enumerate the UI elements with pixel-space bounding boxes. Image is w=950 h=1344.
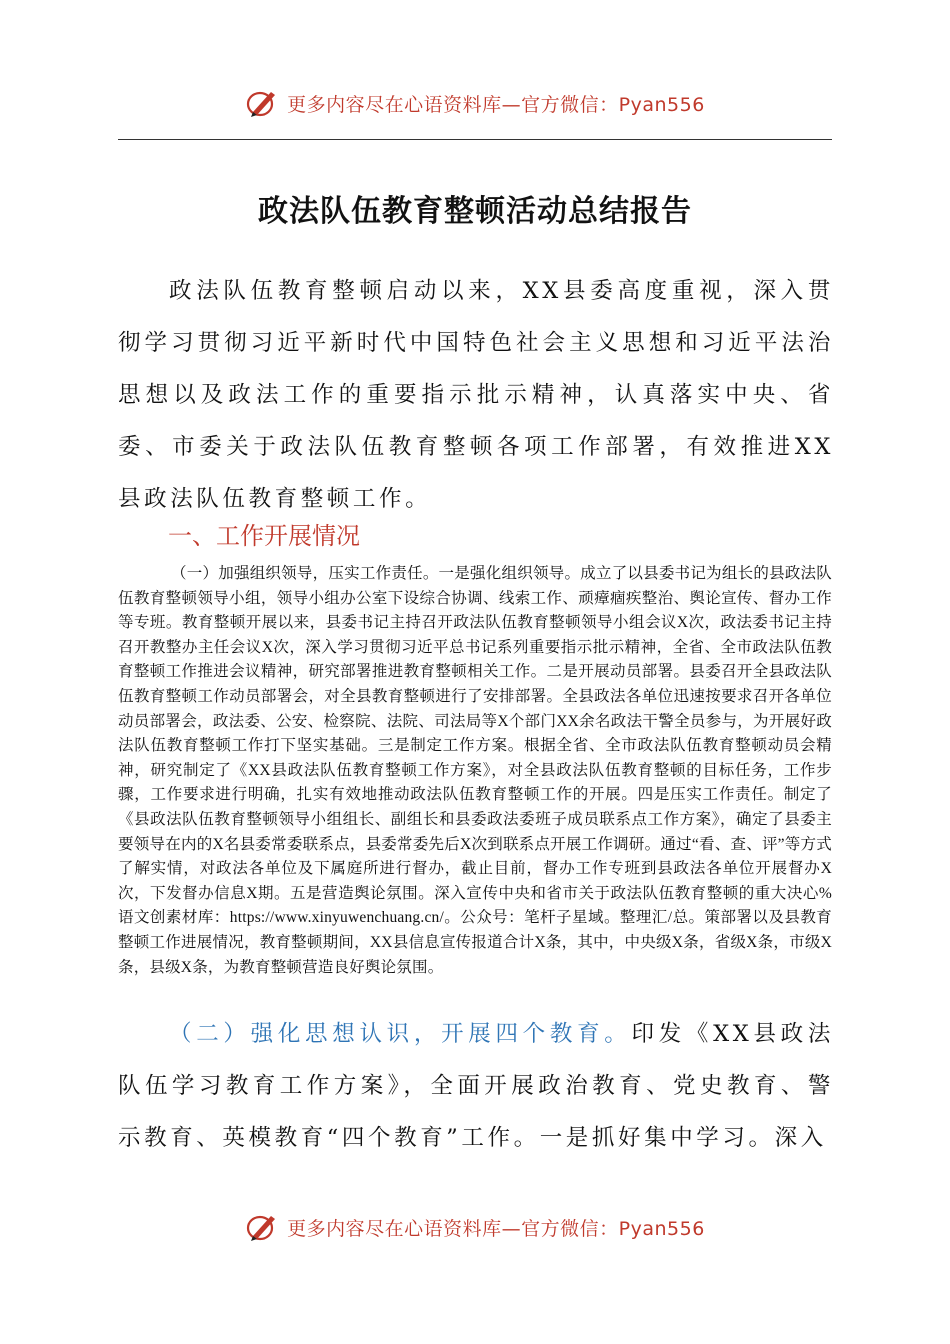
footer-watermark-text: 更多内容尽在心语资料库—官方微信：Pyan556 [287, 1217, 705, 1240]
page-title: 政法队伍教育整顿活动总结报告 [258, 194, 692, 229]
section-heading-1: 一、工作开展情况 [168, 522, 360, 550]
section2-body: 印发《XX县政法队伍学习教育工作方案》，全面开展政治教育、党史教育、警示教育、英模教育“四个教育”工作。一是抓好集中学习。深入 [118, 1021, 834, 1151]
pen-logo-icon [245, 1212, 279, 1242]
pen-logo-icon [245, 88, 279, 118]
header-watermark-text: 更多内容尽在心语资料库—官方微信：Pyan556 [287, 93, 705, 116]
section2-paragraph [118, 1008, 834, 1164]
section2-lead: （二）强化思想认识，开展四个教育。 [169, 1021, 632, 1047]
header-divider [118, 139, 832, 140]
header-watermark [0, 86, 950, 120]
section1-paragraph: （一）加强组织领导，压实工作责任。一是强化组织领导。成立了以县委书记为组长的县政法队伍教育整顿领导小组，领导小组办公室下设综合协调、线索工作、顽瘴痼疾整治、舆论宣传、督办工作等专班。教育整顿开展以来，县委书记主持召开政法队伍教育整顿领导小组会议X次，政法委书记主持召开教整办主任会议X次，深入学习贯彻习近平总书记系列重要指示批示精神，全省、全市政法队伍教育整顿工作推进会议精神，研究部署推进教育整顿相关工作。二是开展动员部署。县委召开全县政法队伍教育整顿工作动员部署会，对全县教育整顿进行了安排部署。全县政法各单位迅速按要求召开各单位动员部署会，政法委、公安、检察院、法院、司法局等X个部门XX余名政法干警全员参与，为开展好政法队伍教育整顿工作打下坚实基础。三是制定工作方案。根据全省、全市政法队伍教育整顿动员会精神，研究制定了《XX县政法队伍教育整顿工作方案》，对全县政法队伍教育整顿的目标任务，工作步骤，工作要求进行明确，扎实有效地推动政法队伍教育整顿工作的开展。四是压实工作责任。制定了《县政法队伍教育整顿领导小组组长、副组长和县委政法委班子成员联系点工作方案》，确定了县委主要领导在内的X名县委常委联系点，县委常委先后X次到联系点开展工作调研。通过“看、查、评”等方式了解实情，对政法各单位及下属庭所进行督办，截止目前，督办工作专班到县政法各单位开展督办X次，下发督办信息X期。五是营造舆论氛围。深入宣传中央和省市关于政法队伍教育整顿的重大决心%语文创素材库：https://www.xinyuwenchuang.cn/。公众号：笔杆子星域。整理汇/总。策部署以及县教育整顿工作进展情况，教育整顿期间，XX县信息宣传报道合计X条，其中，中央级X条，省级X条，市级X条，县级X条，为教育整顿营造良好舆论氛围。 [118, 565, 832, 976]
footer-watermark [0, 1210, 950, 1244]
intro-paragraph: 政法队伍教育整顿启动以来，XX县委高度重视，深入贯彻学习贯彻习近平新时代中国特色社会主义思想和习近平法治思想以及政法工作的重要指示批示精神，认真落实中央、省委、市委关于政法队伍教育整顿各项工作部署，有效推进XX县政法队伍教育整顿工作。 [118, 278, 834, 512]
